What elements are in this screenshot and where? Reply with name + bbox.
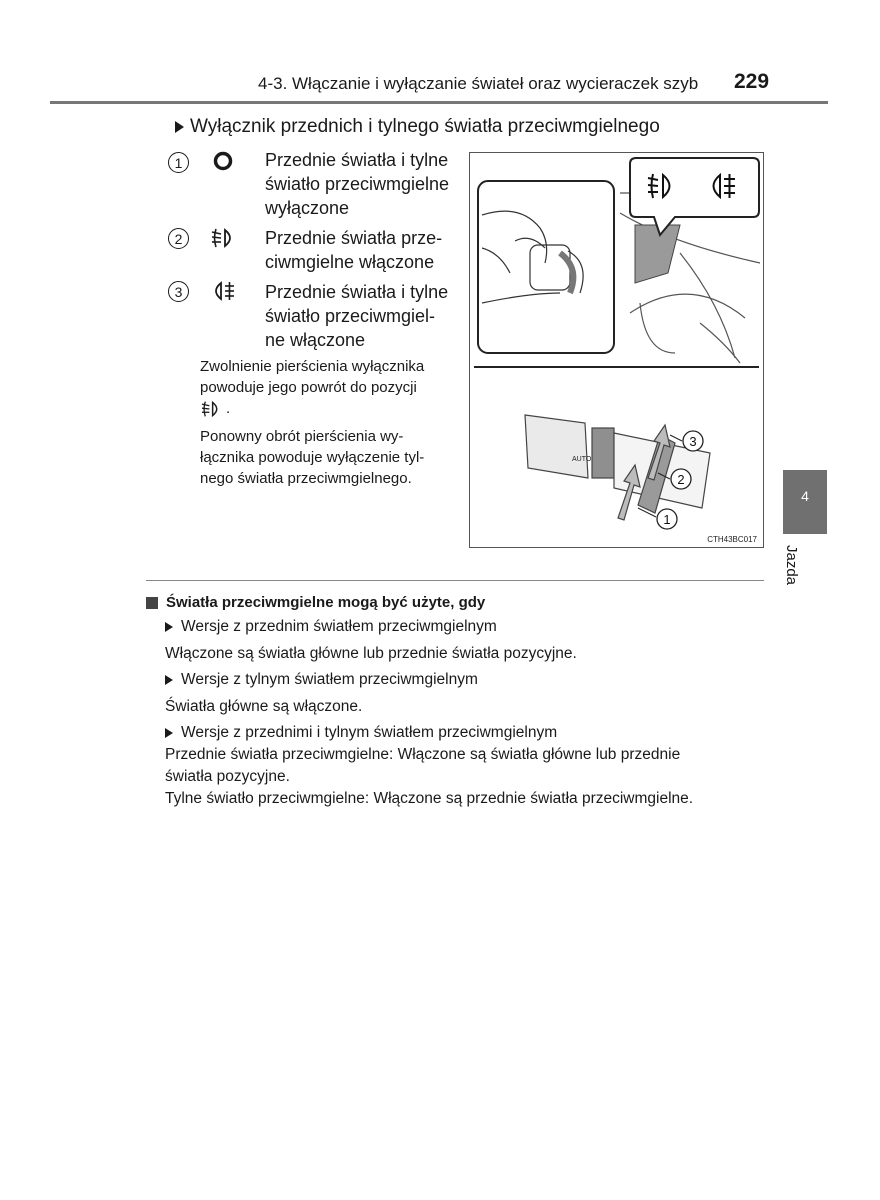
item-3-number: 3 bbox=[168, 281, 189, 302]
item-2-number: 2 bbox=[168, 228, 189, 249]
bullet-front-rear-fog: Wersje z przednimi i tylnym światłem przeciwmgielnym bbox=[165, 724, 557, 742]
item-2-description: Przednie światła prze- ciwmgielne włączone bbox=[265, 228, 443, 272]
rear-fog-light-icon bbox=[210, 280, 236, 307]
triangle-bullet-icon bbox=[165, 675, 173, 685]
triangle-bullet-icon bbox=[165, 622, 173, 632]
bullet-front-fog: Wersje z przednim światłem przeciwmgielnym bbox=[165, 618, 497, 636]
section-divider bbox=[146, 580, 764, 581]
triangle-bullet-icon bbox=[175, 121, 184, 133]
page-number: 229 bbox=[734, 70, 770, 93]
fog-light-switch-illustration bbox=[469, 152, 764, 548]
front-fog-light-icon bbox=[210, 227, 236, 254]
callout-2: 2 bbox=[677, 472, 685, 487]
illustration-drawing bbox=[470, 153, 763, 547]
text-front-rear-fog-c: Tylne światło przeciwmgielne: Włączone są przednie światła przeciwmgielne. bbox=[165, 790, 694, 807]
text-front-rear-fog-a: Przednie światła przeciwmgielne: Włączone są światła główne lub przednie bbox=[165, 746, 681, 763]
square-bullet-icon bbox=[146, 597, 158, 609]
item-3-description: Przednie światła i tylne światło przeciwmgiel- ne włączone bbox=[265, 282, 449, 350]
chapter-number: 4 bbox=[801, 488, 809, 504]
triangle-bullet-icon bbox=[165, 728, 173, 738]
bullet-rear-fog: Wersje z tylnym światłem przeciwmgielnym bbox=[165, 671, 478, 689]
callout-3: 3 bbox=[689, 434, 697, 449]
release-note: Zwolnienie pierścienia wyłącznika powoduje jego powrót do pozycji . bbox=[200, 358, 425, 417]
front-fog-light-icon bbox=[200, 400, 222, 418]
text-front-rear-fog-b: światła pozycyjne. bbox=[165, 768, 290, 785]
again-note: Ponowny obrót pierścienia wy- łącznika powoduje wyłączenie tyl- nego światła przeciwmgielnego. bbox=[200, 428, 425, 487]
subheading-text: Wyłącznik przednich i tylnego światła przeciwmgielnego bbox=[190, 116, 660, 137]
item-1-number: 1 bbox=[168, 152, 189, 173]
figure-code: CTH43BC017 bbox=[707, 535, 757, 544]
header-divider bbox=[50, 101, 828, 104]
subheading bbox=[175, 116, 660, 138]
section-heading: Światła przeciwmgielne mogą być użyte, gdy bbox=[146, 594, 485, 611]
running-header-title: 4-3. Włączanie i wyłączanie świateł oraz wycieraczek szyb bbox=[258, 74, 699, 93]
callout-1: 1 bbox=[663, 512, 671, 527]
text-front-fog: Włączone są światła główne lub przednie światła pozycyjne. bbox=[165, 645, 577, 662]
chapter-label: Jazda bbox=[783, 545, 800, 586]
item-1-description: Przednie światła i tylne światło przeciwmgielne wyłączone bbox=[265, 150, 450, 218]
text-rear-fog: Światła główne są włączone. bbox=[165, 698, 363, 715]
switch-auto-label: AUTO bbox=[572, 456, 592, 463]
off-ring-icon bbox=[212, 150, 234, 177]
